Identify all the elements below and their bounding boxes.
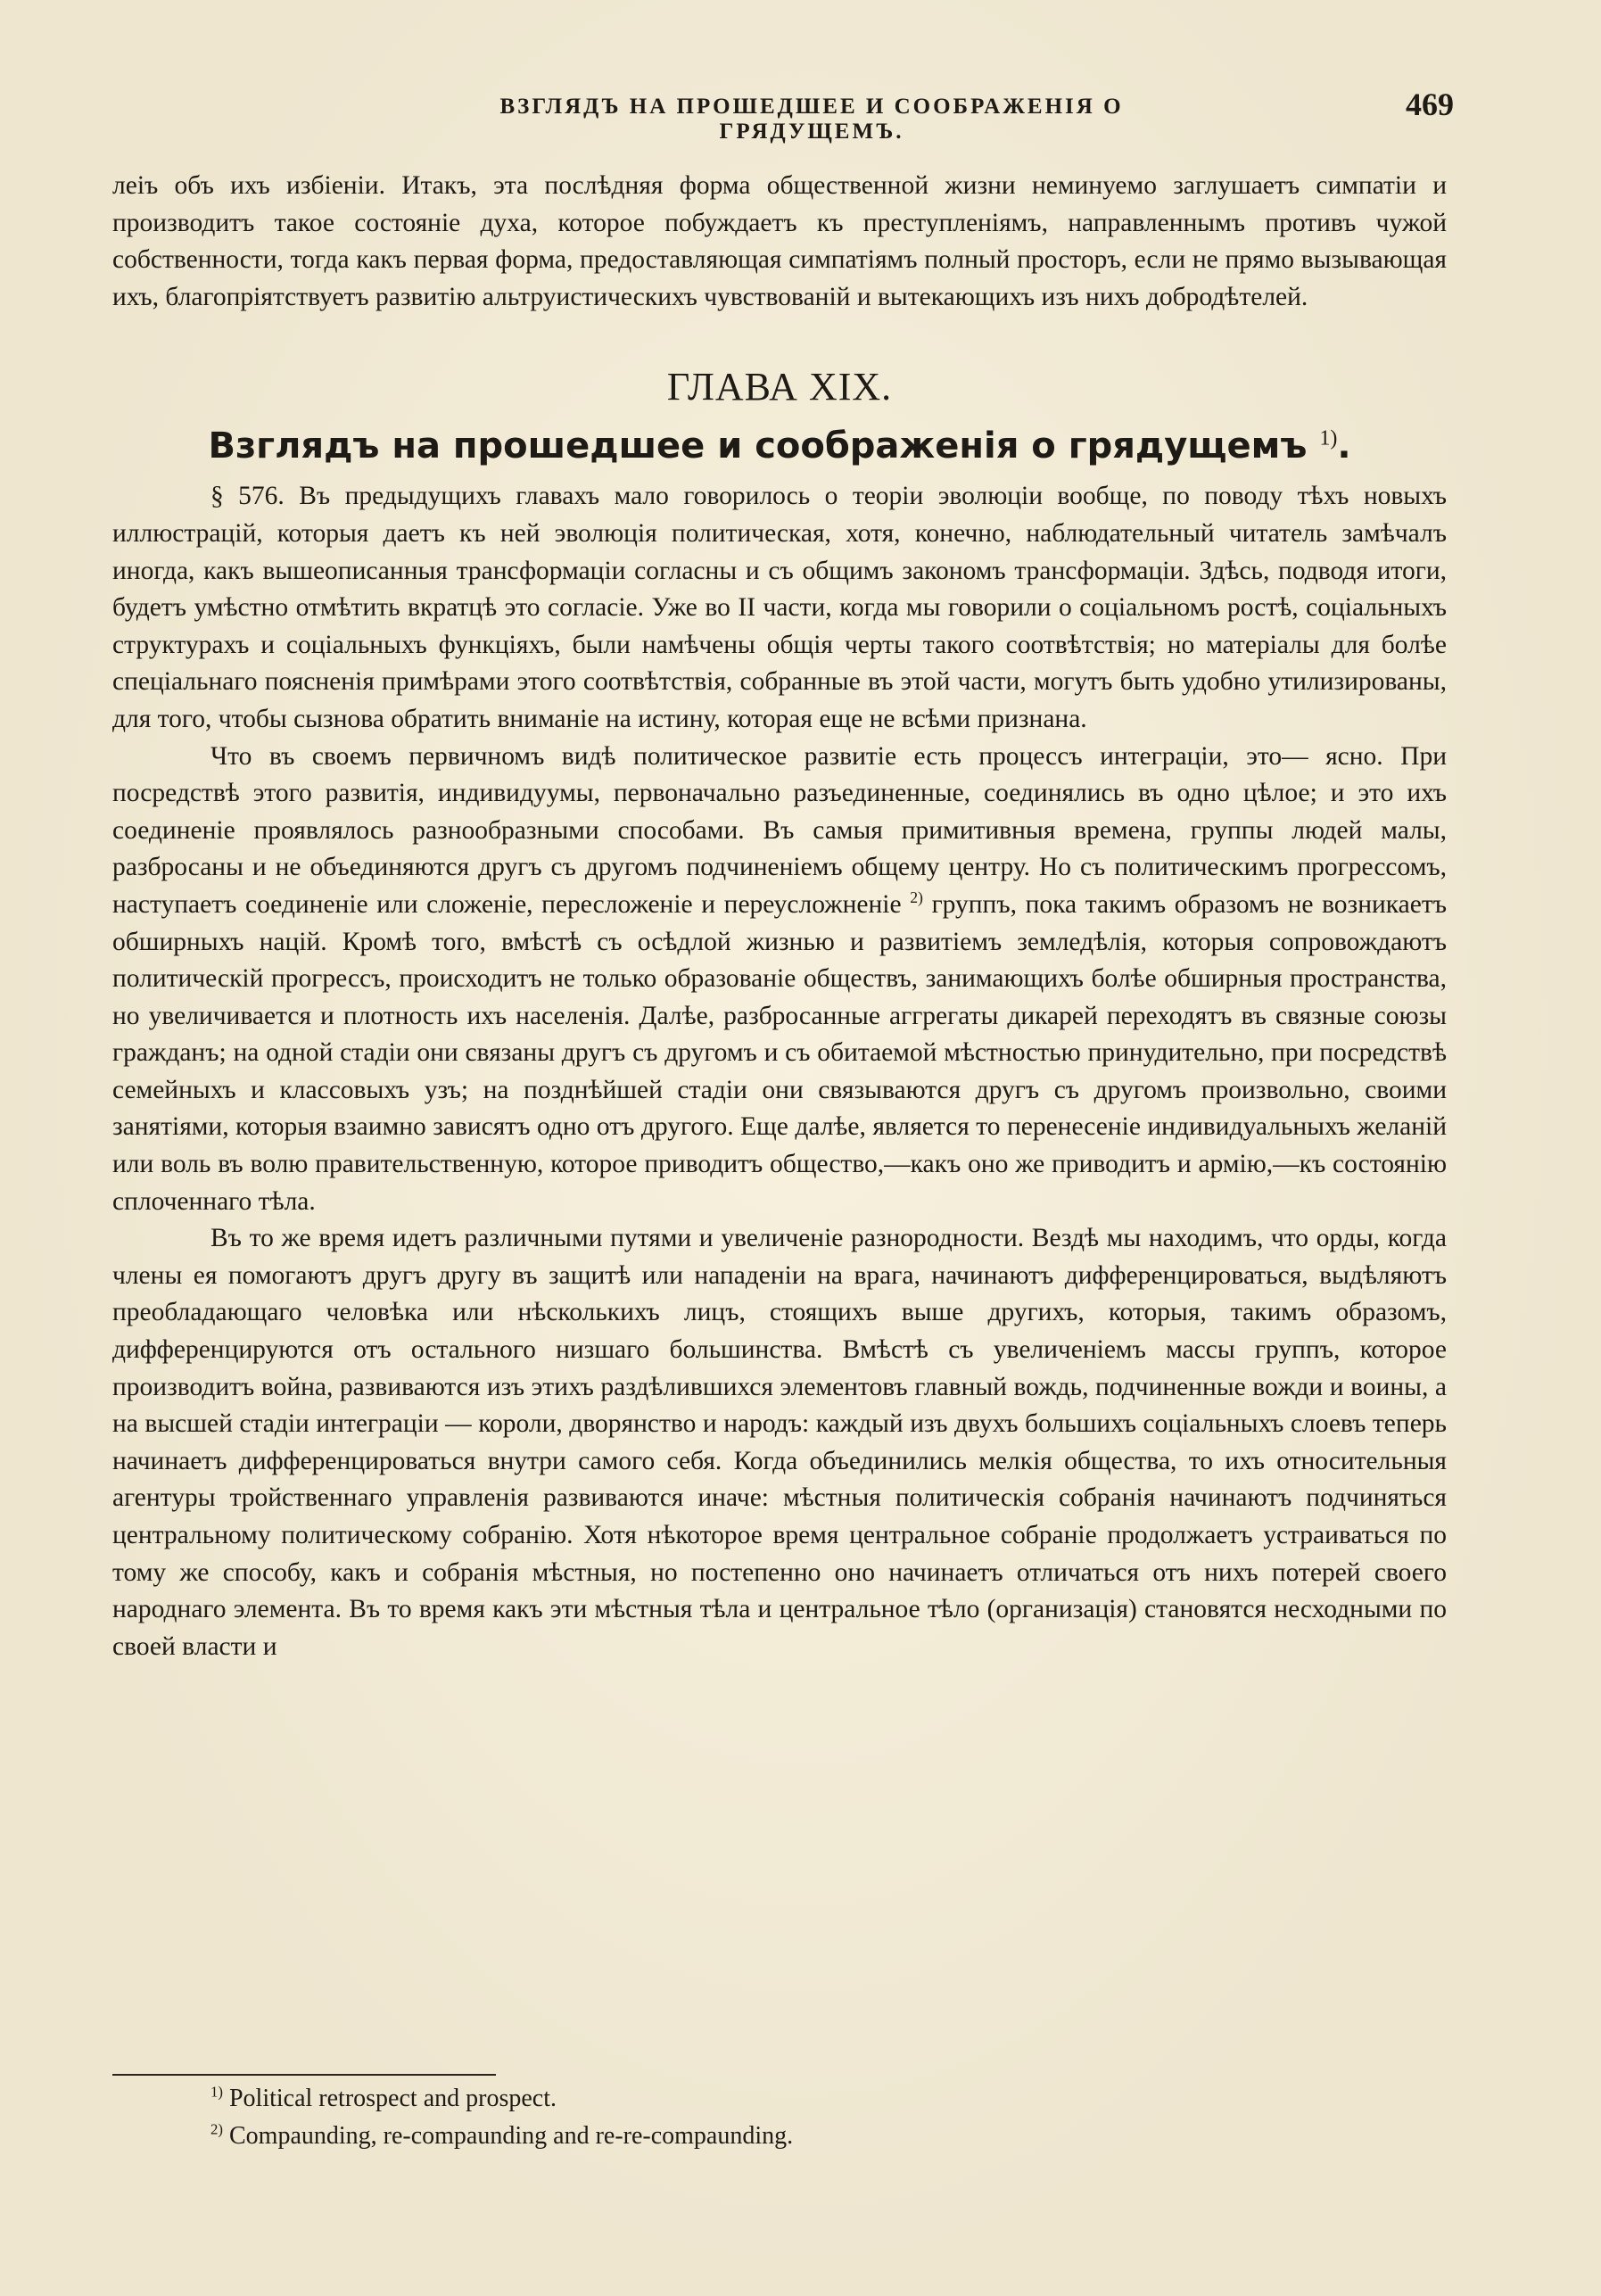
running-header-title: ВЗГЛЯДЪ НА ПРОШЕДШЕЕ И СООБРАЖЕНІЯ О ГРЯДУЩЕМЪ. bbox=[499, 95, 1124, 144]
chapter-subtitle-text: Взглядъ на прошедшее и соображенія о грядущемъ bbox=[208, 425, 1308, 467]
paragraph-integration-part1: Что въ своемъ первичномъ видѣ политическое развитіе есть процессъ интеграціи, это— ясно. При посредствѣ этого развитія, индивидуумы, первоначально разъединенные, соединялись въ одно цѣлое; и это ихъ соединеніе проявлялось разнообразными способами. Въ самыя примитивныя времена, группы людей малы, разбросаны и не объединяются другъ съ другомъ подчиненіемъ общему центру. Но съ политическимъ прогрессомъ, наступаетъ соединеніе или сложеніе, пересложеніе и переусложненіе bbox=[112, 741, 1447, 919]
footnote-ref-1[interactable]: 1) bbox=[1319, 427, 1338, 451]
footnote-divider bbox=[112, 2074, 496, 2076]
running-header bbox=[116, 87, 1454, 144]
paragraph-integration-part2: группъ, пока такимъ образомъ не возникаетъ обширныхъ націй. Кромѣ того, вмѣстѣ съ осѣдлой жизнью и развитіемъ земледѣлія, которыя сопровождаютъ политическій прогрессъ, происходитъ не только образованіе обществъ, занимающихъ болѣе обширныя пространства, но увеличивается и плотность ихъ населенія. Далѣе, разбросанные аггрегаты дикарей переходятъ въ связные союзы гражданъ; на одной стадіи они связаны другъ съ другомъ и съ обитаемой мѣстностью принудительно, при посредствѣ семейныхъ и классовыхъ узъ; на позднѣйшей стадіи они связываются другъ съ другомъ произвольно, своими занятіями, которыя взаимно зависятъ одно отъ другого. Еще далѣе, является то перенесеніе индивидуальныхъ желаній или воль въ волю правительственную, которое приводитъ общество,—какъ оно же приводитъ и армію,—къ состоянію сплоченнаго тѣла. bbox=[112, 889, 1447, 1216]
footnote-1 bbox=[210, 2080, 1370, 2118]
chapter-subtitle bbox=[112, 423, 1447, 469]
chapter-heading: ГЛАВА XIX. bbox=[666, 365, 893, 409]
footnote-1-mark: 1) bbox=[210, 2083, 223, 2101]
footnote-1-text: Political retrospect and prospect. bbox=[228, 2085, 557, 2112]
paragraph-heterogeneity: Въ то же время идетъ различными путями и увеличеніе разнородности. Вездѣ мы находимъ, что орды, когда члены ея помогаютъ другъ другу въ защитѣ или нападеніи на врага, начинаютъ дифференцироваться, выдѣляютъ преобладающаго человѣка или нѣсколькихъ лицъ, стоящихъ выше другихъ, которыя, такимъ образомъ, дифференцируются отъ остального низшаго большинства. Вмѣстѣ съ увеличеніемъ массы группъ, которое производитъ война, развиваются изъ этихъ раздѣлившихся элементовъ главный вождь, подчиненные вожди и воины, а на высшей стадіи интеграціи — короли, дворянство и народъ: каждый изъ двухъ большихъ соціальныхъ слоевъ теперь начинаетъ дифференцироваться внутри самого себя. Когда объединились мелкія общества, то ихъ относительныя агентуры тройственнаго управленія развиваются иначе: мѣстныя политическія собранія начинаютъ подчиняться центральному политическому собранію. Хотя нѣкоторое время центральное собраніе продолжаетъ устраиваться по тому же способу, какъ и собранія мѣстныя, но постепенно оно начинаетъ отличаться отъ нихъ потерей своего народнаго элемента. Въ то время какъ эти мѣстныя тѣла и центральное тѣло (организація) становятся несходными по своей власти и bbox=[112, 1224, 1447, 1661]
paragraph-576: § 576. Въ предыдущихъ главахъ мало говорилось о теоріи эволюціи вообще, по поводу тѣхъ новыхъ иллюстрацій, которыя даетъ къ ней эволюція политическая, хотя, конечно, наблюдательный читатель замѣчалъ иногда, какъ вышеописанныя трансформаціи согласны и съ общимъ закономъ трансформаціи. Здѣсь, подводя итоги, будетъ умѣстно отмѣтить вкратцѣ это согласіе. Уже во II части, когда мы говорили о соціальномъ ростѣ, соціальныхъ структурахъ и соціальныхъ функціяхъ, были намѣчены общія черты такого соотвѣтствія; но матеріалы для болѣе спеціальнаго поясненія примѣрами этого соотвѣтствія, собранные въ этой части, могутъ быть удобно утилизированы, для того, чтобы сызнова обратить вниманіе на истину, которая еще не всѣми признана. bbox=[112, 482, 1447, 733]
page-number: 469 bbox=[1406, 87, 1454, 122]
footnote-2-mark: 2) bbox=[210, 2120, 223, 2138]
chapter-subtitle-period: . bbox=[1337, 425, 1351, 467]
footnote-ref-2[interactable]: 2) bbox=[910, 888, 923, 907]
paragraph-integration bbox=[112, 739, 1447, 1221]
footnotes bbox=[210, 2080, 1370, 2155]
page-body bbox=[112, 168, 1447, 1665]
footnote-2 bbox=[210, 2118, 1370, 2155]
footnote-2-text: Compaunding, re-compaunding and re-re-compaunding. bbox=[228, 2122, 794, 2150]
paragraph-continuation: леiъ объ ихъ избіеніи. Итакъ, эта послѣдняя форма общественной жизни неминуемо заглушаетъ симпатіи и производитъ такое состояніе духа, которое побуждаетъ къ преступленіямъ, направленнымъ противъ чужой собственности, тогда какъ первая форма, предоставляющая симпатіямъ полный просторъ, если не прямо вызывающая ихъ, благопріятствуетъ развитію альтруистическихъ чувствованій и вытекающихъ изъ нихъ добродѣтелей. bbox=[112, 171, 1447, 311]
